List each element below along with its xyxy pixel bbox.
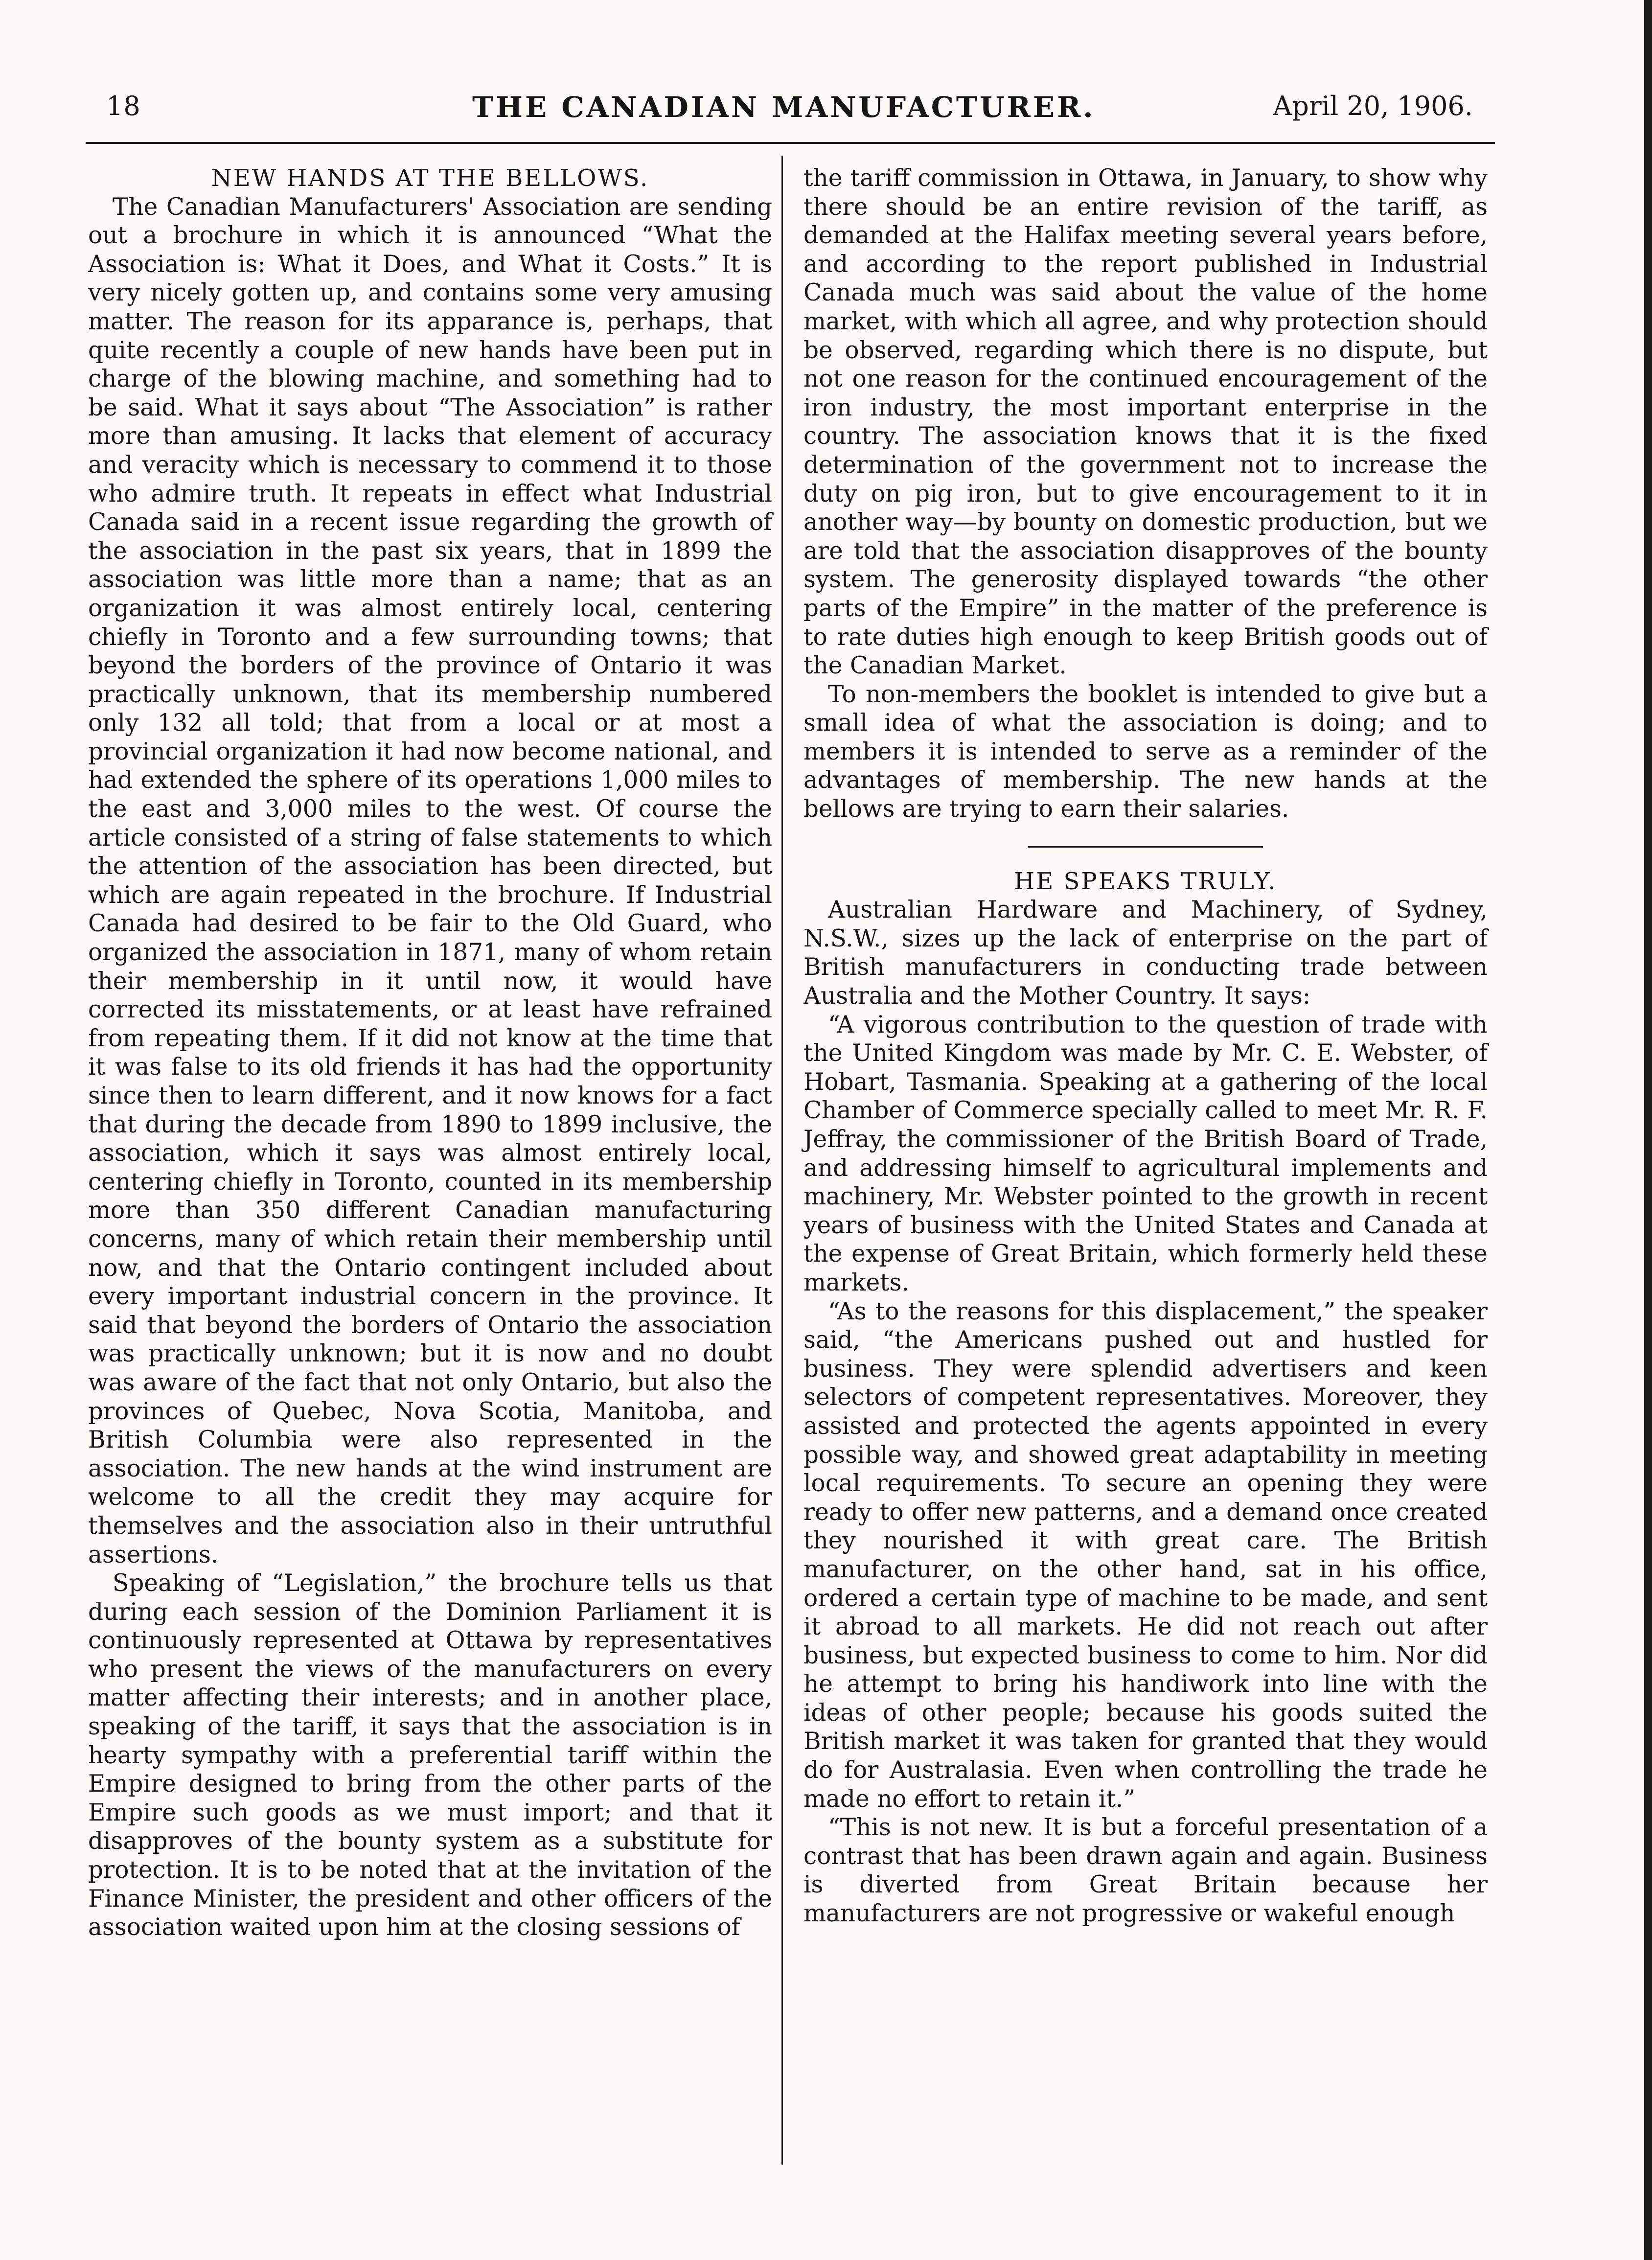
article-divider [1028, 846, 1263, 848]
page-binding-edge [1644, 0, 1652, 2260]
page-header [86, 91, 1490, 130]
article-paragraph: Speaking of “Legislation,” the brochure tells us that during each session of the Dominion Parliament it is continuously represented at Ottawa by representatives who present the views of the manufacturers on every matter affecting their interests; and in another place, speaking of the tariff, it says that the association is in hearty sympathy with a preferential tariff within the Empire designed to bring from the other parts of the Empire such goods as we must import; and that it disapproves of the bounty system as a substitute for protection. It is to be noted that at the invitation of the Finance Minister, the president and other officers of the association waited upon him at the closing sessions of [88, 1569, 772, 1941]
right-column [803, 164, 1488, 1928]
article-paragraph: To non-members the booklet is intended to give but a small idea of what the association is doing; and to members it is intended to serve as a reminder of the advantages of membership. The new hands at the bellows are trying to earn their salaries. [803, 680, 1488, 823]
article-paragraph-continued: the tariff commission in Ottawa, in January, to show why there should be an entire revision of the tariff, as demanded at the Halifax meeting several years before, and according to the report published in Industrial Canada much was said about the value of the home market, with which all agree, and why protection should be observed, regarding which there is no dispute, but not one reason for the continued encouragement of the iron industry, the most important enterprise in the country. The association knows that it is the fixed determination of the government not to increase the duty on pig iron, but to give encouragement to it in another way—by bounty on domestic production, but we are told that the association disapproves of the bounty system. The generosity displayed towards “the other parts of the Empire” in the matter of the preference is to rate duties high enough to keep British goods out of the Canadian Market. [803, 164, 1488, 680]
article-paragraph: The Canadian Manufacturers' Association are sending out a brochure in which it is announced “What the Association is: What it Does, and What it Costs.” It is very nicely gotten up, and contains some very amusing matter. The reason for its apparance is, perhaps, that quite recently a couple of new hands have been put in charge of the blowing machine, and something had to be said. What it says about “The Association” is rather more than amusing. It lacks that element of accuracy and veracity which is necessary to commend it to those who admire truth. It repeats in effect what Industrial Canada said in a recent issue regarding the growth of the association in the past six years, that in 1899 the association was little more than a name; that as an organization it was almost entirely local, centering chiefly in Toronto and a few surrounding towns; that beyond the borders of the province of Ontario it was practically unknown, that its membership numbered only 132 all told; that from a local or at most a provincial organization it had now become national, and had extended the sphere of its operations 1,000 miles to the east and 3,000 miles to the west. Of course the article consisted of a string of false statements to which the attention of the association has been directed, but which are again repeated in the brochure. If Industrial Canada had desired to be fair to the Old Guard, who organized the association in 1871, many of whom retain their membership in it until now, it would have corrected its misstatements, or at least have refrained from repeating them. If it did not know at the time that it was false to its old friends it has had the opportunity since then to learn different, and it now knows for a fact that during the decade from 1890 to 1899 inclusive, the association, which it says was almost entirely local, centering chiefly in Toronto, counted in its membership more than 350 different Canadian manufacturing concerns, many of which retain their membership until now, and that the Ontario contingent included about every important industrial concern in the province. It said that beyond the borders of Ontario the association was practically unknown; but it is now and no doubt was aware of the fact that not only Ontario, but also the provinces of Quebec, Nova Scotia, Manitoba, and British Columbia were also represented in the association. The new hands at the wind instrument are welcome to all the credit they may acquire for themselves and the association also in their untruthful assertions. [88, 193, 772, 1568]
header-rule [86, 142, 1495, 144]
page-number: 18 [106, 91, 141, 121]
article-paragraph: “A vigorous contribution to the question of trade with the United Kingdom was made by Mr. C. E. Webster, of Hobart, Tasmania. Speaking at a gathering of the local Chamber of Commerce specially called to meet Mr. R. F. Jeffray, the commissioner of the British Board of Trade, and addressing himself to agricultural implements and machinery, Mr. Webster pointed to the growth in recent years of business with the United States and Canada at the expense of Great Britain, which formerly held these markets. [803, 1011, 1488, 1296]
article-paragraph: “This is not new. It is but a forceful presentation of a contrast that has been drawn again and again. Business is diverted from Great Britain because her manufacturers are not progressive or wakeful enough [803, 1814, 1488, 1928]
article-heading-new-hands: NEW HANDS AT THE BELLOWS. [211, 164, 649, 192]
issue-date: April 20, 1906. [1273, 91, 1473, 121]
column-divider [781, 156, 783, 2165]
article-paragraph: “As to the reasons for this displacement,” the speaker said, “the Americans pushed out and hustled for business. They were splendid advertisers and keen selectors of competent representatives. Moreover, they assisted and protected the agents appointed in every possible way, and showed great adaptability in meeting local requirements. To secure an opening they were ready to offer new patterns, and a demand once created they nourished it with great care. The British manufacturer, on the other hand, sat in his office, ordered a certain type of machine to be made, and sent it abroad to all markets. He did not reach out after business, but expected business to come to him. Nor did he attempt to bring his handiwork into line with the ideas of other people; because his goods suited the British market it was taken for granted that they would do for Australasia. Even when controlling the trade he made no effort to retain it.” [803, 1297, 1488, 1813]
left-column [88, 164, 772, 1942]
journal-title: THE CANADIAN MANUFACTURER. [472, 91, 1096, 124]
article-paragraph: Australian Hardware and Machinery, of Sydney, N.S.W., sizes up the lack of enterprise on the part of British manufacturers in conducting trade between Australia and the Mother Country. It says: [803, 896, 1488, 1010]
article-heading-he-speaks-truly: HE SPEAKS TRULY. [1014, 867, 1277, 895]
